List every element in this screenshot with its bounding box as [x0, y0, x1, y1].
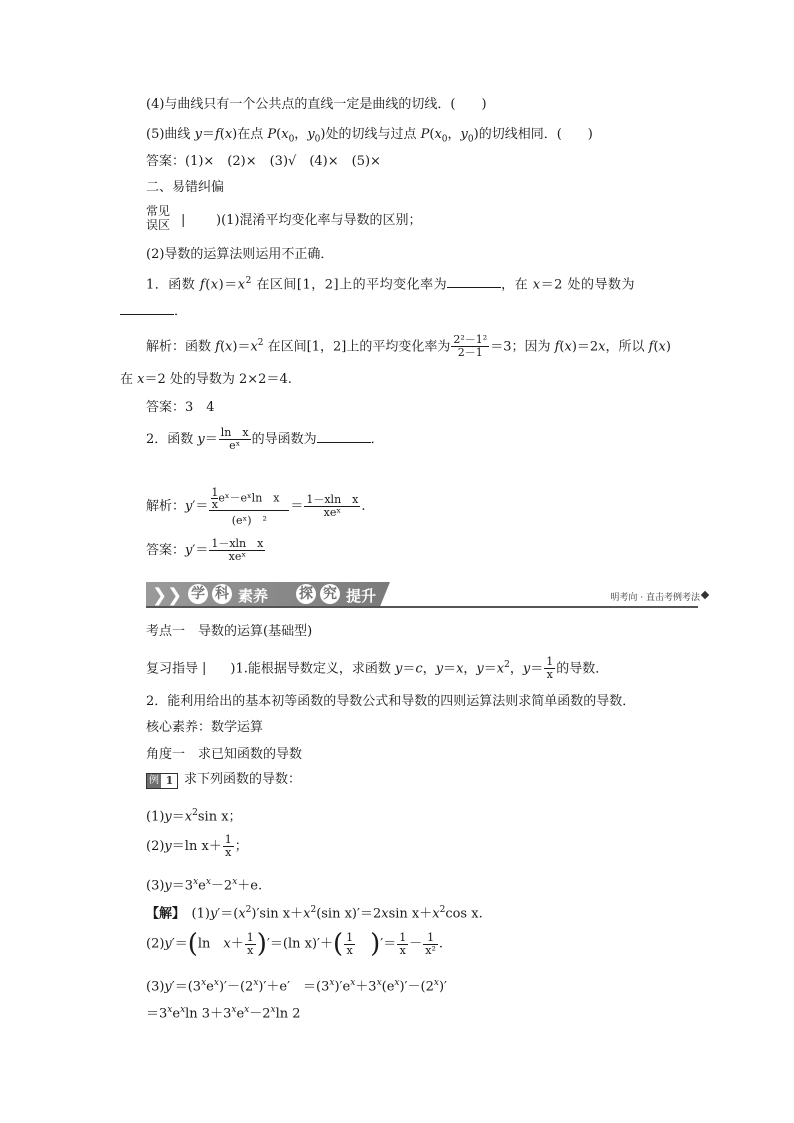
- banner-rule: [146, 606, 698, 608]
- exercise-1-blank: ．: [120, 302, 187, 320]
- answer-blank[interactable]: [447, 275, 501, 288]
- chevron-right-icon: ❯❯: [152, 585, 183, 606]
- answer-line: 答案：(1)× (2)× (3)√ (4)× (5)×: [146, 154, 381, 169]
- exercise-2: 2．函数 y＝ $\frac{\text{ln x}}{\text{eˣ}}$ 的导函数为 ．: [146, 426, 384, 452]
- example-badge: 例 1: [146, 773, 178, 789]
- fraction: $\frac{1}{\text{x²}}$: [425, 930, 436, 957]
- fraction: $\frac{1}{x}$: [399, 930, 407, 957]
- answer-line: 答案：3 4: [146, 400, 215, 415]
- banner-badge: 究: [320, 584, 340, 604]
- solution-1-cont: 在 x＝2 处的导数为 2×2＝4.: [120, 372, 292, 387]
- answer-line: 答案：y′＝ $\frac{\text{1－xln x}}{\text{xeˣ}}$: [146, 537, 264, 563]
- solution-step-2: (2)y′＝(ln x＋ $\frac{1}{x}$ )′＝(ln x)′＋( $\frac{1}{x}$ )′＝ $\frac{1}{x}$ － $\frac{1}{\text{x²}}$ .: [146, 929, 444, 959]
- error-tag: 常见 误区: [146, 204, 171, 232]
- error-item-1: )(1)混淆平均变化率与导数的区别；: [216, 213, 422, 228]
- solution-1: 解析：函数 $f(x)=x^2$ 在区间[1，2]上的平均变化率为 $\frac{\text{2²－1²}}{2-1}$ ＝3；因为 f(x)＝2x，所以 f(x): [146, 333, 671, 360]
- error-item-2: (2)导数的运算法则运用不正确．: [146, 247, 334, 262]
- question-4: (4)与曲线只有一个公共点的直线一定是曲线的切线．( ): [146, 97, 487, 112]
- question-5: (5)曲线 y＝f(x)在点 $P(x_0$，$y_0$)处的切线与过点 $P(x_0$，$y_0$)的切线相同．( ): [146, 127, 593, 145]
- answer-blank[interactable]: [317, 430, 371, 443]
- section-banner: [146, 582, 708, 608]
- banner-subtitle: 明考向 · 直击考例考法: [610, 593, 700, 603]
- problem-2: (2)y＝ln x＋ $\frac{1}{x}$ ；: [146, 833, 248, 859]
- banner-badge: 科: [212, 584, 232, 604]
- section-heading: 二、易错纠偏: [146, 180, 225, 195]
- tag-bar: |: [181, 213, 186, 228]
- angle-title: 角度一 求已知函数的导数: [146, 747, 303, 762]
- core-literacy: 核心素养：数学运算: [146, 720, 264, 735]
- fraction: $\frac{1}{x}$: [246, 930, 254, 957]
- review-guide: 复习指导 | )1.能根据导数定义，求函数 y＝c，y＝x，$y=x^2$，y＝ $\frac{1}{x}$ 的导数．: [146, 655, 609, 682]
- solution-step-4: $=3^xe^x\ln$ $3+3^xe^x-2^x\ln$ 2: [146, 1005, 301, 1022]
- banner-word: 提升: [346, 587, 377, 605]
- banner-dot: ·: [424, 585, 429, 603]
- fraction: $\frac{\text{ln x}}{\text{eˣ}}$: [220, 426, 249, 452]
- answer-blank[interactable]: [120, 302, 174, 315]
- fraction: $\frac{1}{x}$ eˣ－eˣln x (eˣ) ²: [209, 487, 289, 527]
- fraction: $\frac{1}{x}$: [224, 833, 232, 859]
- banner-badge: 学: [188, 584, 208, 604]
- problem-3: $(3)y=3^xe^x-2^x+e$.: [146, 877, 263, 894]
- fraction: $\frac{\text{1－xln x}}{\text{xeˣ}}$: [211, 537, 264, 563]
- fraction: $\frac{\text{2²－1²}}{2-1}$: [453, 333, 488, 360]
- fraction: $\frac{1}{x}$: [546, 655, 554, 682]
- example-text: 求下列函数的导数：: [184, 772, 302, 787]
- kaodian-title: 考点一 导数的运算(基础型): [146, 624, 313, 639]
- banner-word: 素养: [238, 587, 269, 605]
- solution-2: 解析：y′＝ $\frac{1}{x}$ eˣ－eˣln x (eˣ) ² ＝ $\frac{\text{1－xln x}}{\text{xeˣ}}$ .: [146, 485, 366, 527]
- exercise-1: 1．函数 $f(x)=x^2$ 在区间[1，2]上的平均变化率为 ，在 x＝2 处的导数为: [146, 276, 636, 293]
- solution-step-3: $(3)y'=(3^xe^x)'-(2^x)'+e'$ $=(3^x)'e^x+3^x(e^x)'-(2^x)'$: [146, 978, 447, 995]
- fraction: $\frac{1}{x}$: [346, 930, 354, 957]
- problem-1: $(1)y=x^2\sin$ x；: [146, 808, 242, 825]
- review-item-2: 2．能利用给出的基本初等函数的导数公式和导数的四则运算法则求简单函数的导数．: [146, 694, 636, 709]
- diamond-icon: [701, 591, 709, 599]
- fraction: $\frac{\text{1－xln x}}{\text{xeˣ}}$: [306, 493, 359, 519]
- solution-step-1: 【解】 $(1)y'=(x^2)'\sin$ $x+x^2(\sin$ x)′＝2xsin $x+x^2\cos$ x.: [146, 905, 483, 922]
- banner-badge: 探: [296, 584, 316, 604]
